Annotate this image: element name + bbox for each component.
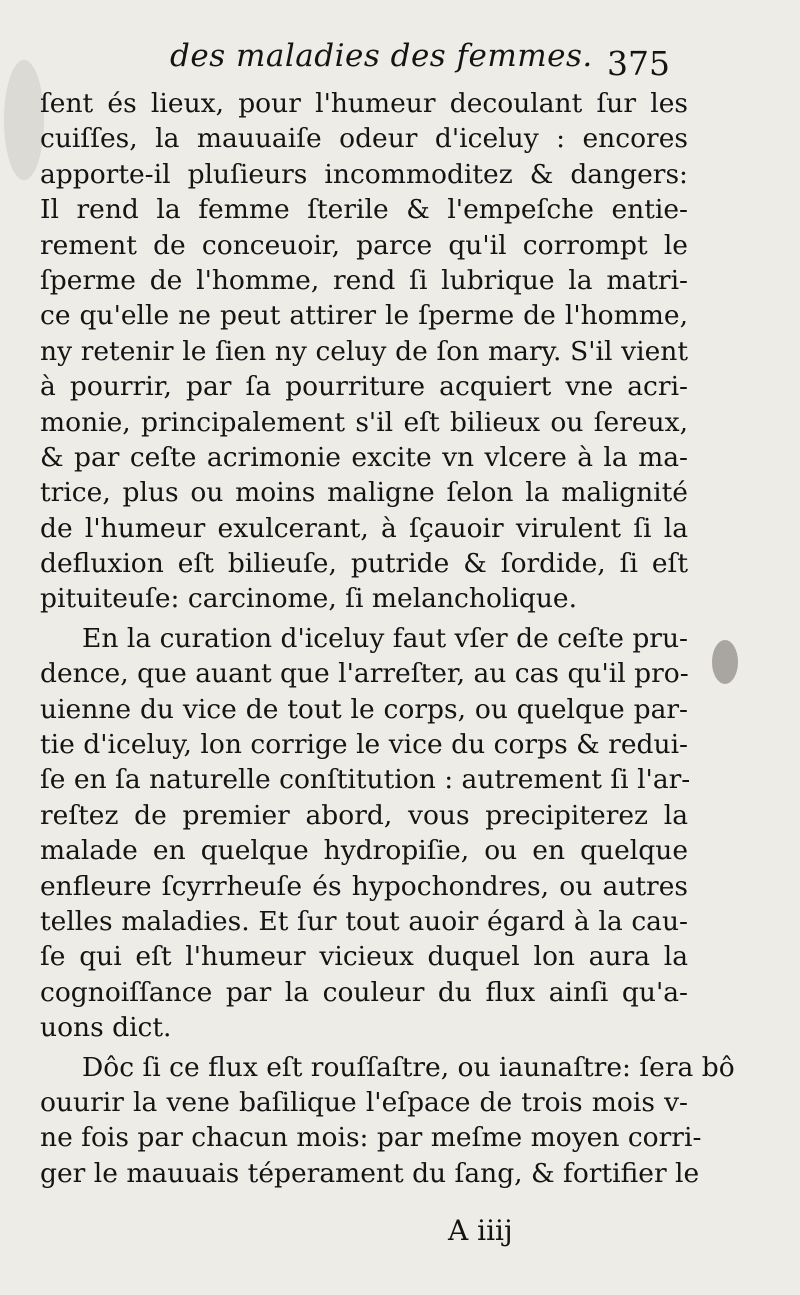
text-line: rement de conceuoir, parce qu'il corrompt le <box>40 229 688 261</box>
paragraph-2 <box>40 621 691 1046</box>
text-line: ce qu'elle ne peut attirer le ſperme de l'homme, <box>40 300 688 332</box>
text-line: ſe qui eſt l'humeur vicieux duquel lon aura la <box>40 941 688 973</box>
text-line: trice, plus ou moins maligne ſelon la malignité <box>40 477 688 509</box>
text-line: Dôc ſi ce flux eſt rouſſaſtre, ou iaunaſtre: ſera bô <box>82 1051 735 1083</box>
text-line: uons dict. <box>40 1012 172 1044</box>
text-line: reſtez de premier abord, vous precipiterez la <box>40 799 688 831</box>
text-line: pituiteuſe: carcinome, ſi melancholique. <box>40 583 577 615</box>
signature-mark: A iiij <box>448 1214 513 1247</box>
text-line: ny retenir le ſien ny celuy de ſon mary. S'il vient <box>40 335 688 367</box>
text-line: uienne du vice de tout le corps, ou quelque par- <box>40 693 688 725</box>
paragraph-3 <box>40 1050 735 1192</box>
text-line: de l'humeur exulcerant, à ſçauoir virulent ſi la <box>40 512 688 544</box>
running-title: des maladies des femmes. <box>170 38 593 74</box>
text-line: apporte-il pluſieurs incommoditez & dangers: <box>40 158 688 190</box>
text-line: enfleure ſcyrrheuſe és hypochondres, ou autres <box>40 870 688 902</box>
page-number: 375 <box>607 44 670 83</box>
body-text <box>40 86 735 1191</box>
text-line: defluxion eſt bilieuſe, putride & ſordide, ſi eſt <box>40 548 688 580</box>
text-line: tie d'iceluy, lon corrige le vice du corps & redui- <box>40 729 688 761</box>
text-line: ſent és lieux, pour l'humeur decoulant ſur les <box>40 88 688 119</box>
text-line: ger le mauuais téperament du ſang, & fortifier le <box>40 1157 700 1189</box>
text-line: ſe en ſa naturelle conſtitution : autrement ſi l'ar- <box>40 764 691 796</box>
text-line: dence, que auant que l'arreſter, au cas qu'il pro- <box>40 658 689 690</box>
text-line: ſperme de l'homme, rend ſi lubrique la matri- <box>40 264 688 296</box>
text-line: cuiſſes, la mauuaiſe odeur d'iceluy : encores <box>40 123 688 155</box>
text-line: En la curation d'iceluy faut vſer de ceſte pru- <box>82 622 688 654</box>
text-line: ouurir la vene baſilique l'eſpace de trois mois v- <box>40 1086 688 1118</box>
paper-stain <box>4 60 44 180</box>
text-line: ne fois par chacun mois: par meſme moyen corri- <box>40 1122 702 1154</box>
text-line: à pourrir, par ſa pourriture acquiert vne acri- <box>40 371 688 403</box>
text-line: Il rend la femme ſterile & l'empeſche entie- <box>40 194 688 226</box>
text-line: cognoiſſance par la couleur du flux ainſi qu'a- <box>40 976 688 1008</box>
text-line: & par ceſte acrimonie excite vn vlcere à la ma- <box>40 441 688 473</box>
text-line: monie, principalement s'il eſt bilieux ou ſereux, <box>40 406 688 438</box>
paper-stain <box>712 640 738 684</box>
paragraph-1 <box>40 86 688 617</box>
page-header <box>170 30 670 90</box>
text-line: telles maladies. Et ſur tout auoir égard à la cau- <box>40 905 688 937</box>
text-line: malade en quelque hydropiſie, ou en quelque <box>40 835 688 867</box>
